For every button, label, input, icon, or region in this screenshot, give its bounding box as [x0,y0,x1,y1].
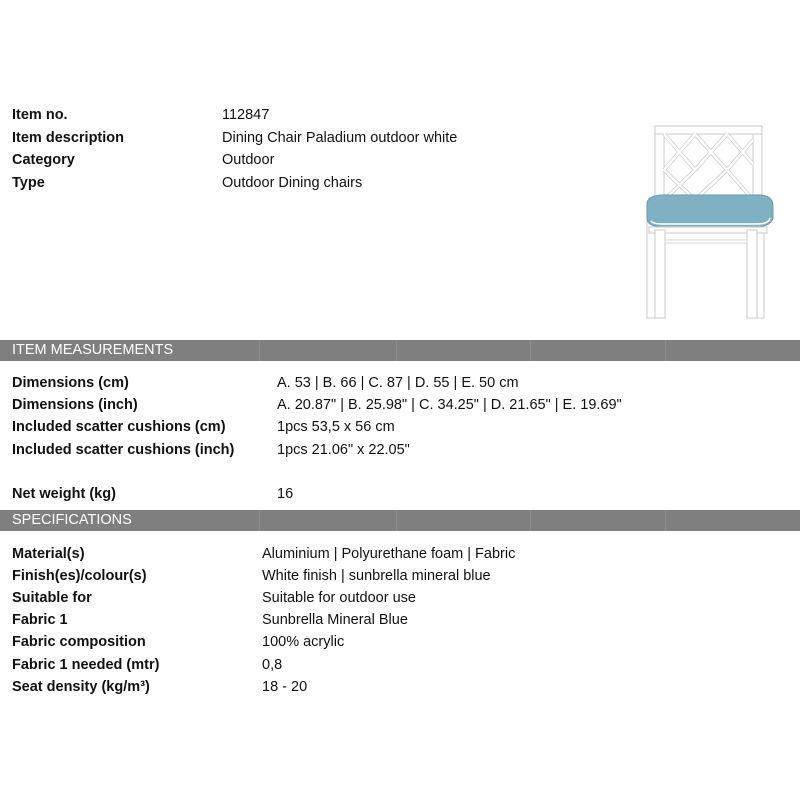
suitable-for-value: Suitable for outdoor use [262,590,416,606]
finish-value: White finish | sunbrella mineral blue [262,568,491,584]
material-label: Material(s) [12,546,85,562]
item-description-label: Item description [12,130,124,146]
suitable-for-label: Suitable for [12,590,92,606]
specifications-header [0,510,800,531]
net-weight-value: 16 [277,486,294,502]
fabric1-value: Sunbrella Mineral Blue [262,612,408,628]
dimensions-cm-value: A. 53 | B. 66 | C. 87 | D. 55 | E. 50 cm [277,375,519,391]
net-weight-label: Net weight (kg) [12,486,116,502]
fabric1-needed-label: Fabric 1 needed (mtr) [12,657,160,673]
fabric1-needed-value: 0,8 [262,657,283,673]
item-measurements-header [0,340,800,361]
dimensions-cm-label: Dimensions (cm) [12,375,129,391]
item-description-value: Dining Chair Paladium outdoor white [222,130,458,146]
dimensions-inch-value: A. 20.87" | B. 25.98" | C. 34.25" | D. 21.65" | E. 19.69" [277,397,622,413]
item-no-label: Item no. [12,107,68,123]
item-measurements-title: ITEM MEASUREMENTS [12,342,174,358]
seat-density-value: 18 - 20 [262,679,308,695]
category-label: Category [12,152,75,168]
fabric-composition-label: Fabric composition [12,634,146,650]
cushions-cm-label: Included scatter cushions (cm) [12,419,226,435]
fabric-composition-value: 100% acrylic [262,634,345,650]
finish-label: Finish(es)/colour(s) [12,568,147,584]
type-label: Type [12,175,45,191]
cushions-inch-label: Included scatter cushions (inch) [12,442,235,458]
cushions-inch-value: 1pcs 21.06" x 22.05" [277,442,410,458]
dining-chair-image [635,120,785,325]
fabric1-label: Fabric 1 [12,612,68,628]
cushions-cm-value: 1pcs 53,5 x 56 cm [277,419,395,435]
material-value: Aluminium | Polyurethane foam | Fabric [262,546,516,562]
type-value: Outdoor Dining chairs [222,175,363,191]
category-value: Outdoor [222,152,275,168]
dimensions-inch-label: Dimensions (inch) [12,397,138,413]
item-no-value: 112847 [222,107,270,123]
specifications-title: SPECIFICATIONS [12,512,132,528]
seat-density-label: Seat density (kg/m³) [12,679,150,695]
